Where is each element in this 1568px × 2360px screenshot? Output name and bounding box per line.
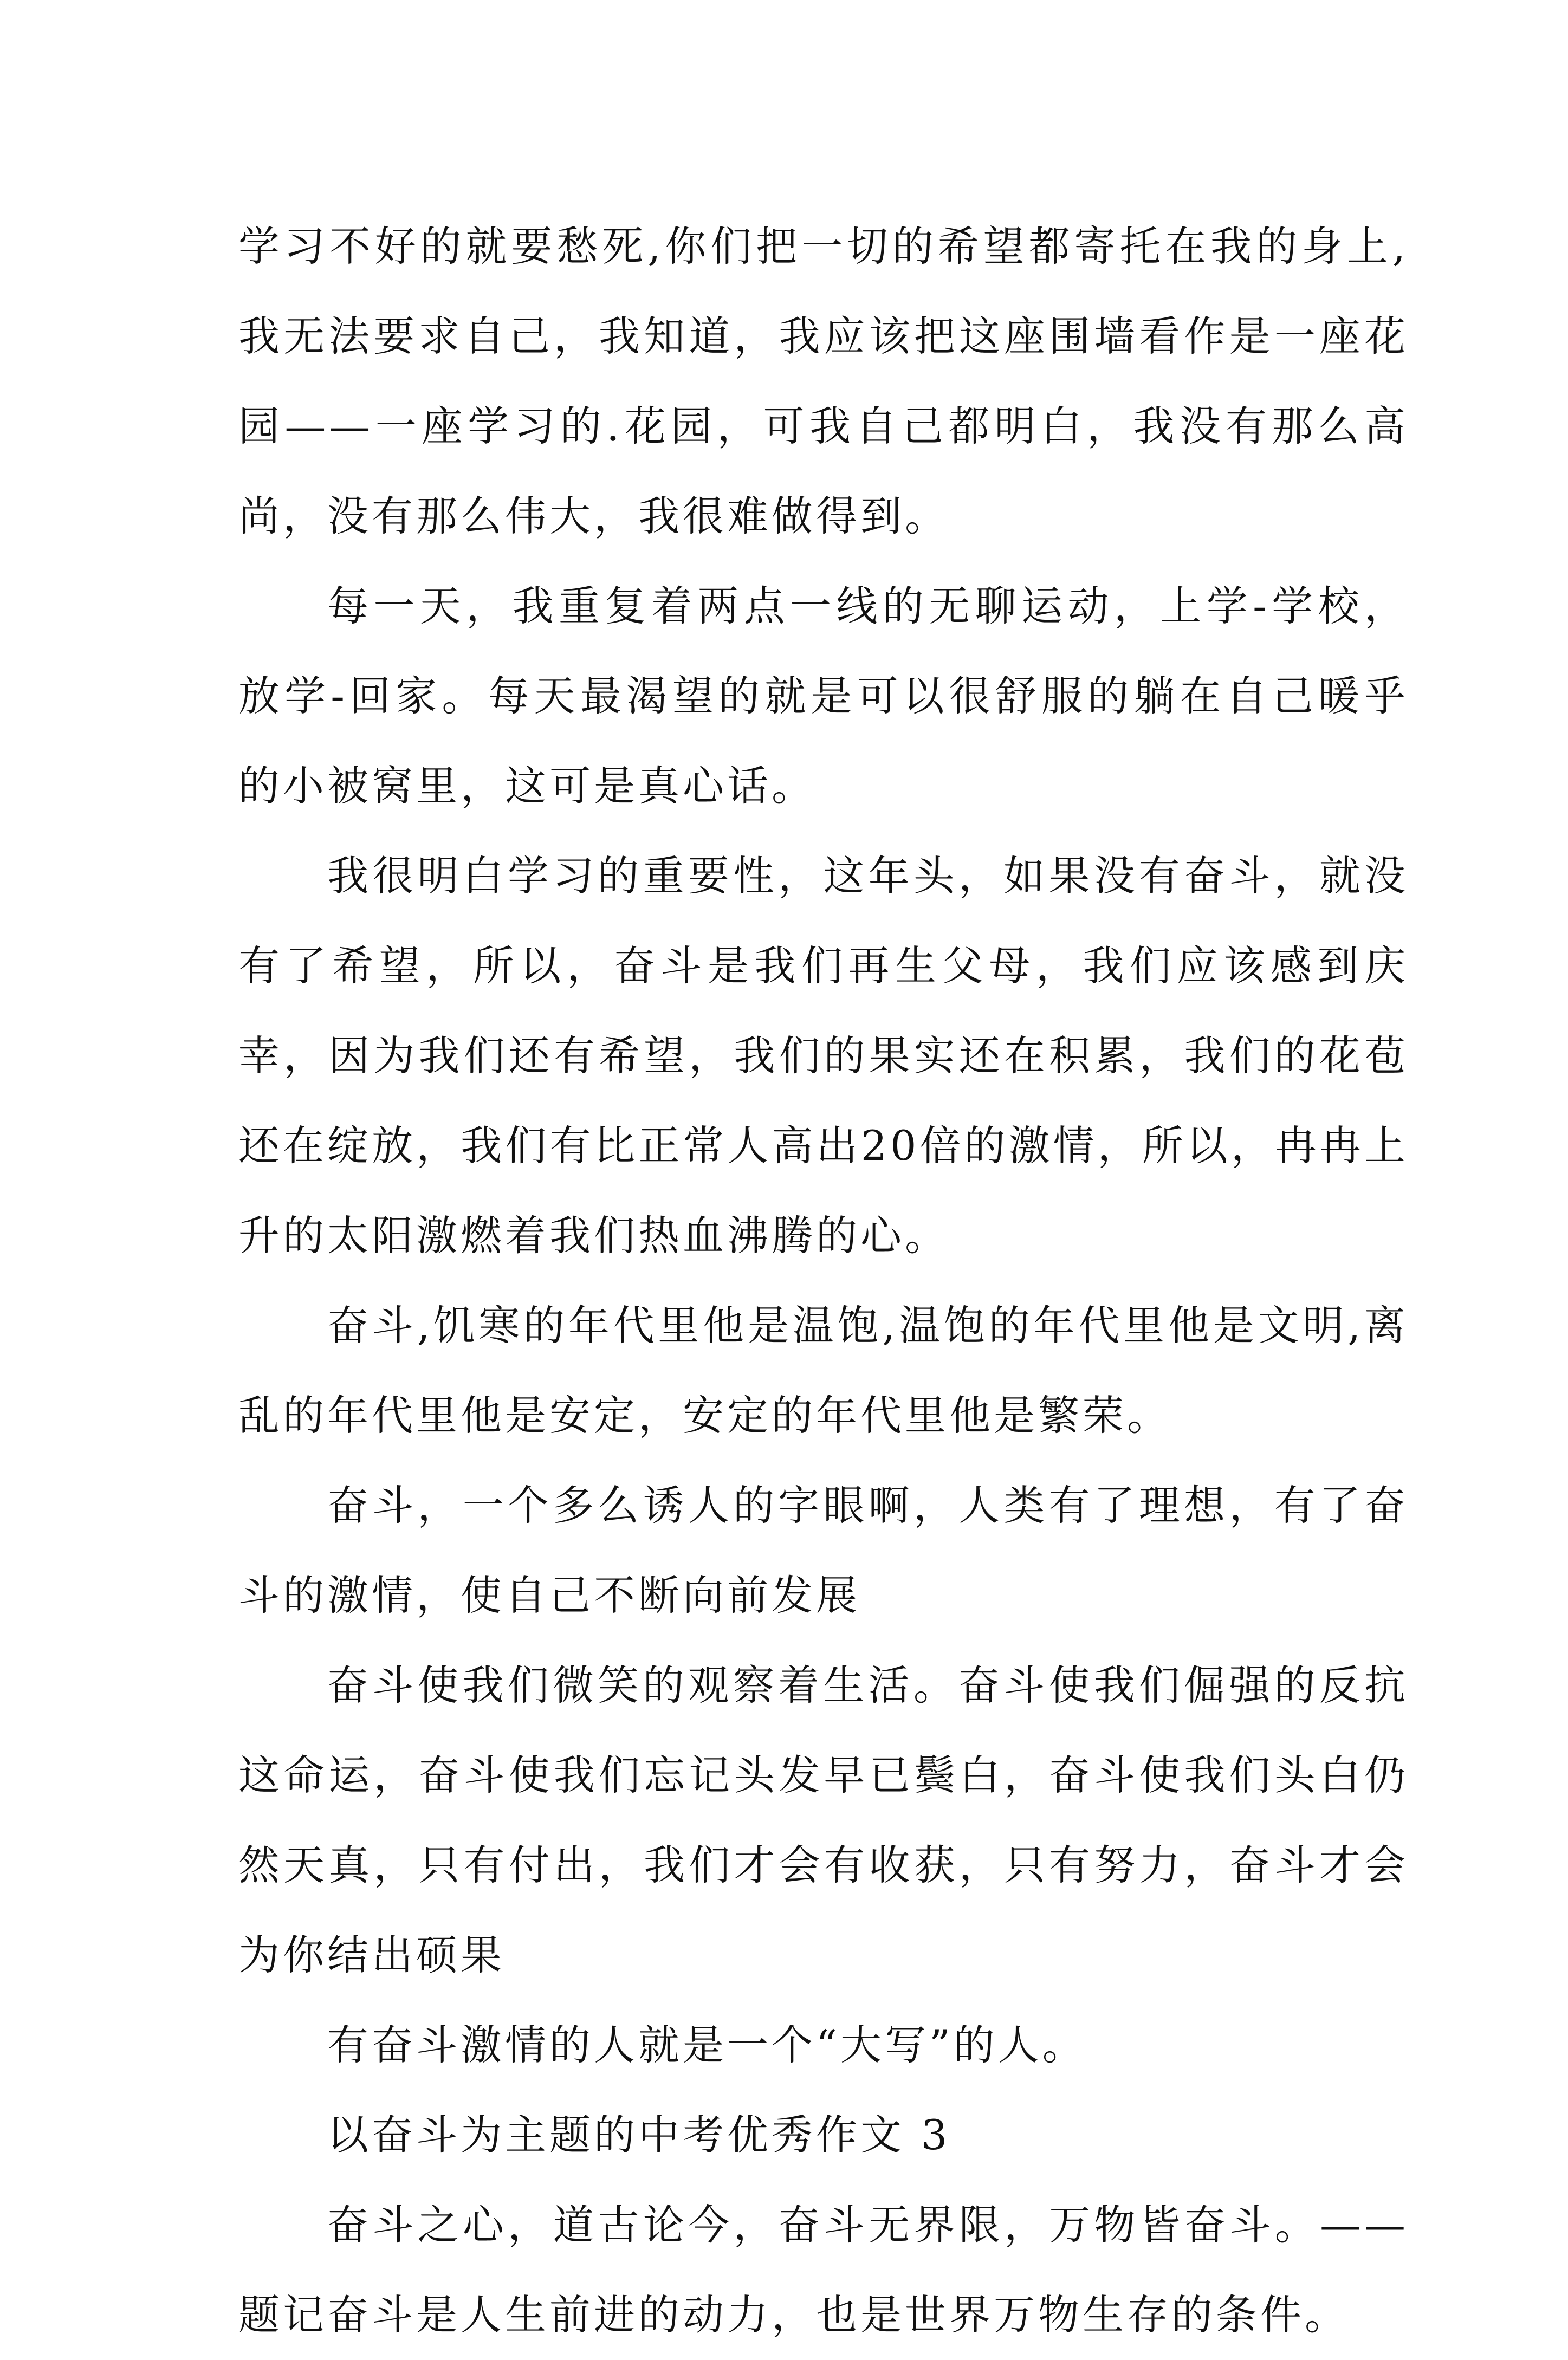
paragraph-2: 每一天，我重复着两点一线的无聊运动，上学-学校，放学-回家。每天最渴望的就是可以很舒服的躺在自己暖乎的小被窝里，这可是真心话。 (238, 582, 1409, 810)
paragraph-1: 学习不好的就要愁死,你们把一切的希望都寄托在我的身上,我无法要求自己，我知道，我应该把这座围墙看作是一座花园——一座学习的.花园，可我自己都明白，我没有那么高尚，没有那么伟大，我很难做得到。 (238, 222, 1409, 540)
paragraph-3: 我很明白学习的重要性，这年头，如果没有奋斗，就没有了希望，所以，奋斗是我们再生父母，我们应该感到庆幸，因为我们还有希望，我们的果实还在积累，我们的花苞还在绽放，我们有比正常人高出20倍的激情，所以，冉冉上升的太阳激燃着我们热血沸腾的心。 (238, 852, 1409, 1260)
paragraph-5: 奋斗，一个多么诱人的字眼啊，人类有了理想，有了奋斗的激情，使自己不断向前发展 (238, 1481, 1409, 1619)
section-heading: 以奋斗为主题的中考优秀作文 3 (327, 2111, 951, 2159)
paragraph-8: 奋斗之心，道古论今，奋斗无界限，万物皆奋斗。——题记奋斗是人生前进的动力，也是世界万物生存的条件。 (238, 2201, 1409, 2339)
essay-body (238, 202, 1409, 2360)
paragraph-4: 奋斗,饥寒的年代里他是温饱,温饱的年代里他是文明,离乱的年代里他是安定，安定的年代里他是繁荣。 (238, 1301, 1409, 1440)
paragraph-7: 有奋斗激情的人就是一个“大写”的人。 (327, 2021, 1087, 2069)
paragraph-6: 奋斗使我们微笑的观察着生活。奋斗使我们倔强的反抗这命运，奋斗使我们忘记头发早已鬓白，奋斗使我们头白仍然天真，只有付出，我们才会有收获，只有努力，奋斗才会为你结出硕果 (238, 1661, 1409, 1979)
